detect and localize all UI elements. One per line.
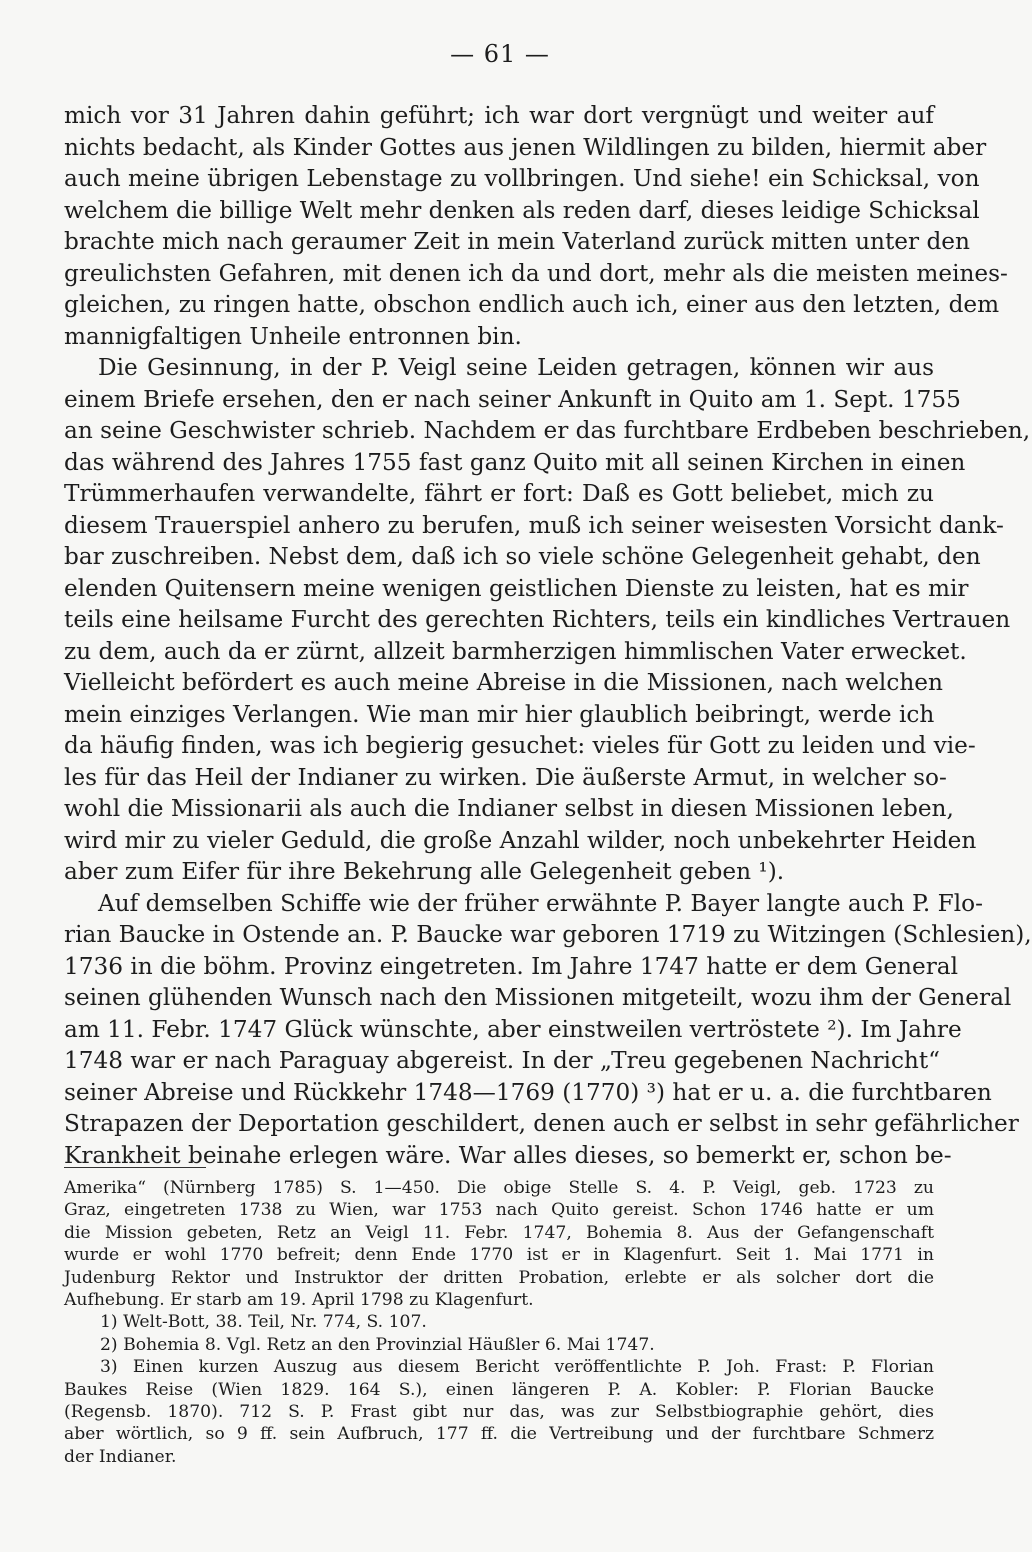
text-line: Die Gesinnung, in der P. Veigl seine Leiden getragen, können wir aus — [98, 354, 934, 381]
footnote-separator — [64, 1167, 206, 1168]
text-line: seiner Abreise und Rückkehr 1748—1769 (1770) ³) hat er u. a. die furchtbaren — [64, 1078, 992, 1106]
text-line: 1748 war er nach Paraguay abgereist. In der „Treu gegebenen Nachricht“ — [64, 1047, 941, 1074]
text-line: an seine Geschwister schrieb. Nachdem er das furchtbare Erdbeben beschrieben, — [64, 417, 1031, 444]
footnote-line: Graz, eingetreten 1738 zu Wien, war 1753 nach Quito gereist. Schon 1746 hatte er um — [64, 1200, 934, 1221]
text-line: da häufig finden, was ich begierig gesuchet: vieles für Gott zu leiden und vie- — [64, 732, 976, 759]
text-line: elenden Quitensern meine wenigen geistlichen Dienste zu leisten, hat es mir — [64, 574, 969, 602]
text-line: wohl die Missionarii als auch die Indianer selbst in diesen Missionen leben, — [64, 795, 954, 822]
text-line: teils eine heilsame Furcht des gerechten Richters, teils ein kindliches Vertrauen — [64, 606, 1011, 633]
text-line: greulichsten Gefahren, mit denen ich da und dort, mehr als die meisten meines- — [64, 259, 1008, 287]
text-line: nichts bedacht, als Kinder Gottes aus jenen Wildlingen zu bilden, hiermit aber — [64, 133, 987, 161]
text-line: seinen glühenden Wunsch nach den Missionen mitgeteilt, wozu ihm der General — [64, 984, 1012, 1011]
text-line: auch meine übrigen Lebenstage zu vollbringen. Und siehe! ein Schicksal, von — [64, 165, 980, 192]
text-line: 1736 in die böhm. Provinz eingetreten. Im Jahre 1747 hatte er dem General — [64, 952, 959, 980]
footnotes — [64, 1177, 934, 1468]
footnote-line: die Mission gebeten, Retz an Veigl 11. Febr. 1747, Bohemia 8. Aus der Gefangenschaft — [64, 1222, 934, 1243]
text-line: wird mir zu vieler Geduld, die große Anzahl wilder, noch unbekehrter Heiden — [64, 826, 977, 854]
footnote-line: aber wörtlich, so 9 ff. sein Aufbruch, 177 ff. die Vertreibung und der furchtbare Schmerz — [64, 1424, 934, 1445]
text-line: das während des Jahres 1755 fast ganz Quito mit all seinen Kirchen in einen — [64, 448, 966, 476]
text-line: Strapazen der Deportation geschildert, denen auch er selbst in sehr gefährlicher — [64, 1110, 1019, 1137]
text-line: mein einziges Verlangen. Wie man mir hier glaublich beibringt, werde ich — [64, 700, 935, 728]
text-line: diesem Trauerspiel anhero zu berufen, muß ich seiner weisesten Vorsicht dank- — [64, 511, 1004, 539]
text-line: Auf demselben Schiffe wie der früher erwähnte P. Bayer langte auch P. Flo- — [98, 889, 983, 917]
footnote-line: Judenburg Rektor und Instruktor der dritten Probation, erlebte er als solcher dort die — [64, 1267, 934, 1288]
main-text — [64, 100, 1032, 1171]
page-number: — 61 — — [450, 40, 550, 68]
footnote-line: Aufhebung. Er starb am 19. April 1798 zu Klagenfurt. — [64, 1290, 534, 1311]
text-line: aber zum Eifer für ihre Bekehrung alle Gelegenheit geben ¹). — [64, 858, 785, 885]
text-line: einem Briefe ersehen, den er nach seiner Ankunft in Quito am 1. Sept. 1755 — [64, 385, 961, 413]
text-line: Vielleicht befördert es auch meine Abreise in die Missionen, nach welchen — [64, 669, 943, 696]
footnote-line: (Regensb. 1870). 712 S. P. Frast gibt nur das, was zur Selbstbiographie gehört, dies — [64, 1402, 934, 1423]
footnote-line: wurde er wohl 1770 befreit; denn Ende 1770 ist er in Klagenfurt. Seit 1. Mai 1771 in — [64, 1245, 934, 1266]
footnote-line: der Indianer. — [64, 1446, 177, 1467]
footnote-line: 2) Bohemia 8. Vgl. Retz an den Provinzial Häußler 6. Mai 1747. — [100, 1334, 655, 1355]
text-line: Krankheit beinahe erlegen wäre. War alles dieses, so bemerkt er, schon be- — [64, 1141, 952, 1169]
text-line: Trümmerhaufen verwandelte, fährt er fort: Daß es Gott beliebet, mich zu — [64, 480, 934, 507]
footnote-line: 3) Einen kurzen Auszug aus diesem Bericht veröffentlichte P. Joh. Frast: P. Florian — [100, 1357, 934, 1378]
text-line: mich vor 31 Jahren dahin geführt; ich war dort vergnügt und weiter auf — [64, 102, 934, 129]
text-line: les für das Heil der Indianer zu wirken. Die äußerste Armut, in welcher so- — [64, 763, 947, 791]
text-line: brachte mich nach geraumer Zeit in mein Vaterland zurück mitten unter den — [64, 228, 970, 255]
text-line: mannigfaltigen Unheile entronnen bin. — [64, 322, 522, 350]
text-line: welchem die billige Welt mehr denken als reden darf, dieses leidige Schicksal — [64, 196, 980, 224]
footnote-line: Baukes Reise (Wien 1829. 164 S.), einen längeren P. A. Kobler: P. Florian Baucke — [64, 1379, 934, 1400]
text-line: bar zuschreiben. Nebst dem, daß ich so viele schöne Gelegenheit gehabt, den — [64, 543, 981, 570]
text-line: gleichen, zu ringen hatte, obschon endlich auch ich, einer aus den letzten, dem — [64, 291, 1000, 318]
text-line: zu dem, auch da er zürnt, allzeit barmherzigen himmlischen Vater erwecket. — [64, 637, 967, 665]
footnote-line: 1) Welt-Bott, 38. Teil, Nr. 774, S. 107. — [100, 1312, 427, 1333]
text-line: rian Baucke in Ostende an. P. Baucke war geboren 1719 zu Witzingen (Schlesien), — [64, 921, 1032, 948]
footnote-line: Amerika“ (Nürnberg 1785) S. 1—450. Die obige Stelle S. 4. P. Veigl, geb. 1723 zu — [64, 1178, 934, 1198]
text-line: am 11. Febr. 1747 Glück wünschte, aber einstweilen vertröstete ²). Im Jahre — [64, 1015, 962, 1043]
